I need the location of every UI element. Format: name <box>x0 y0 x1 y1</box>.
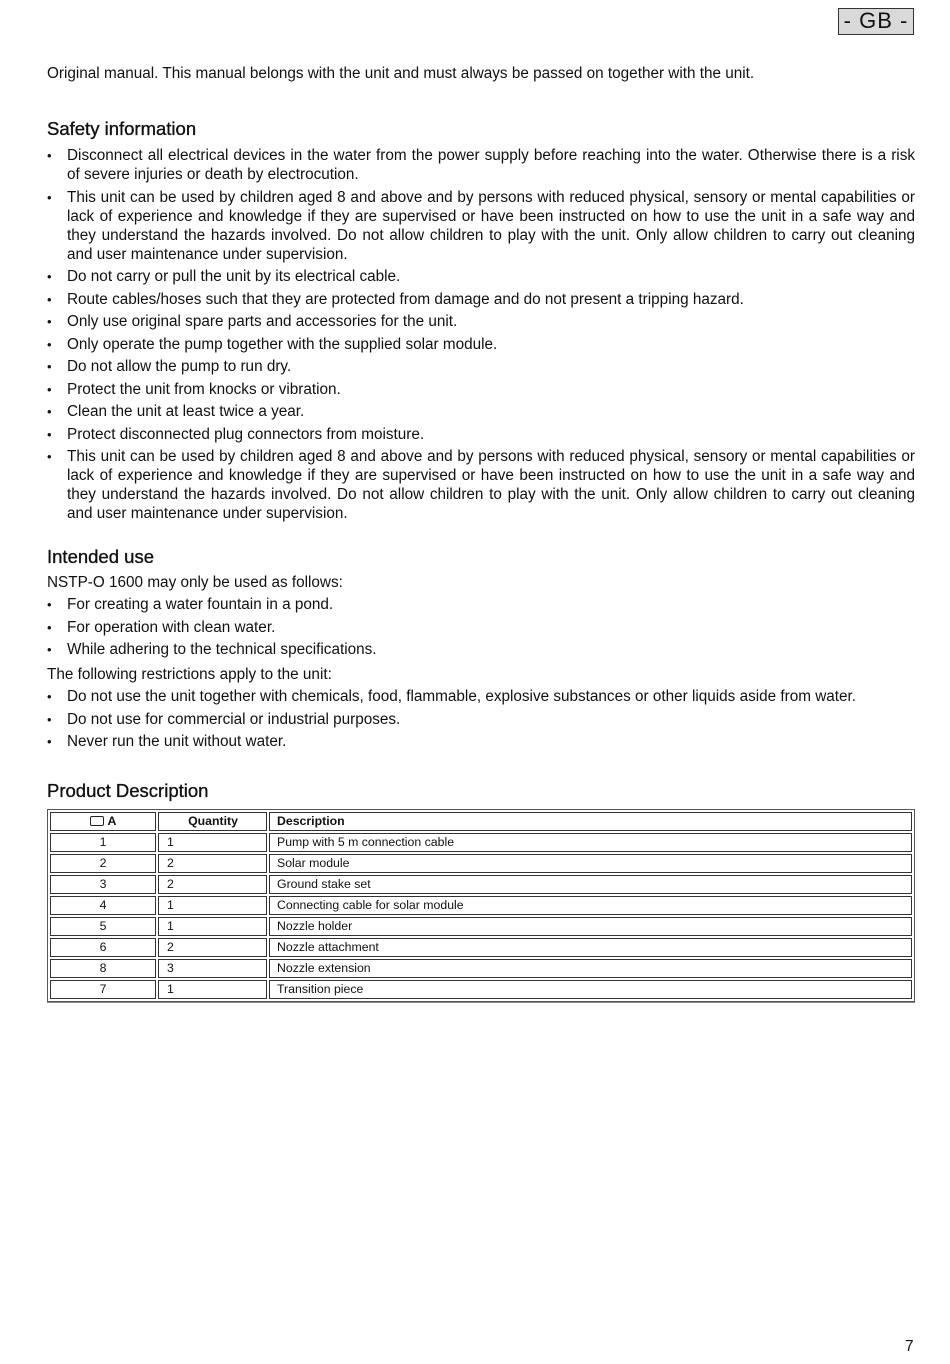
list-item: • Do not use for commercial or industrial purposes. <box>47 710 915 729</box>
cell-description: Pump with 5 m connection cable <box>269 833 912 852</box>
cell-quantity: 2 <box>158 854 267 873</box>
list-item: • While adhering to the technical specifications. <box>47 640 915 659</box>
list-item: • For operation with clean water. <box>47 618 915 637</box>
list-item: • This unit can be used by children aged 8 and above and by persons with reduced physical, sensory or mental capabilities or lack of experience and knowledge if they are supervised or have been instructed on how to use the unit in a safe way and they understand the hazards involved. Do not allow children to play with the unit. Only allow children to carry out cleaning and user maintenance under supervision. <box>47 188 915 264</box>
list-item: • Protect disconnected plug connectors from moisture. <box>47 425 915 444</box>
table-row <box>50 833 912 852</box>
table-row <box>50 959 912 978</box>
product-description-table <box>47 809 915 1002</box>
column-header-quantity: Quantity <box>158 812 267 831</box>
cell-a: 3 <box>50 875 156 894</box>
table-row <box>50 938 912 957</box>
cell-description: Nozzle holder <box>269 917 912 936</box>
intro-text: Original manual. This manual belongs with the unit and must always be passed on together with the unit. <box>47 65 755 82</box>
language-badge: - GB - <box>838 8 914 35</box>
cell-quantity: 1 <box>158 980 267 999</box>
box-icon <box>90 816 104 826</box>
cell-quantity: 3 <box>158 959 267 978</box>
cell-quantity: 1 <box>158 833 267 852</box>
cell-a: 8 <box>50 959 156 978</box>
cell-quantity: 1 <box>158 917 267 936</box>
cell-a: 4 <box>50 896 156 915</box>
list-item: • Only operate the pump together with the supplied solar module. <box>47 335 915 354</box>
list-item: • For creating a water fountain in a pond. <box>47 595 915 614</box>
list-item: • Do not carry or pull the unit by its electrical cable. <box>47 267 915 286</box>
list-item: • Only use original spare parts and accessories for the unit. <box>47 312 915 331</box>
table-row <box>50 854 912 873</box>
cell-description: Ground stake set <box>269 875 912 894</box>
table-row <box>50 980 912 999</box>
list-item: • This unit can be used by children aged 8 and above and by persons with reduced physical, sensory or mental capabilities or lack of experience and knowledge if they are supervised or have been instructed on how to use the unit in a safe way and they understand the hazards involved. Do not allow children to play with the unit. Only allow children to carry out cleaning and user maintenance under supervision. <box>47 447 915 523</box>
list-item: • Disconnect all electrical devices in the water from the power supply before reaching into the water. Otherwise there is a risk of severe injuries or death by electrocution. <box>47 146 915 184</box>
column-header-description: Description <box>269 812 912 831</box>
list-item: • Do not allow the pump to run dry. <box>47 357 915 376</box>
product-description-heading: Product Description <box>47 780 209 801</box>
cell-quantity: 1 <box>158 896 267 915</box>
cell-a: 5 <box>50 917 156 936</box>
safety-heading: Safety information <box>47 118 197 139</box>
table-row <box>50 875 912 894</box>
cell-description: Connecting cable for solar module <box>269 896 912 915</box>
cell-a: 7 <box>50 980 156 999</box>
cell-a: 1 <box>50 833 156 852</box>
cell-a: 6 <box>50 938 156 957</box>
page-number: 7 <box>905 1338 914 1355</box>
intended-use-heading: Intended use <box>47 546 154 567</box>
column-header-a-label: A <box>107 814 117 828</box>
cell-description: Transition piece <box>269 980 912 999</box>
cell-quantity: 2 <box>158 938 267 957</box>
cell-description: Nozzle extension <box>269 959 912 978</box>
list-item: • Do not use the unit together with chemicals, food, flammable, explosive substances or other liquids aside from water. <box>47 687 915 706</box>
column-header-a <box>50 812 156 831</box>
table-header-row <box>50 812 912 831</box>
restrictions-intro: The following restrictions apply to the unit: <box>47 666 332 683</box>
cell-description: Solar module <box>269 854 912 873</box>
restrictions-list <box>47 687 915 751</box>
table-row <box>50 917 912 936</box>
list-item: • Protect the unit from knocks or vibration. <box>47 380 915 399</box>
cell-quantity: 2 <box>158 875 267 894</box>
table-row <box>50 896 912 915</box>
list-item: • Never run the unit without water. <box>47 732 915 751</box>
cell-description: Nozzle attachment <box>269 938 912 957</box>
list-item: • Route cables/hoses such that they are protected from damage and do not present a tripping hazard. <box>47 290 915 309</box>
list-item: • Clean the unit at least twice a year. <box>47 402 915 421</box>
intended-use-list <box>47 595 915 659</box>
cell-a: 2 <box>50 854 156 873</box>
intended-use-intro: NSTP-O 1600 may only be used as follows: <box>47 574 343 591</box>
manual-page-content <box>47 64 915 1002</box>
safety-list <box>47 146 915 523</box>
